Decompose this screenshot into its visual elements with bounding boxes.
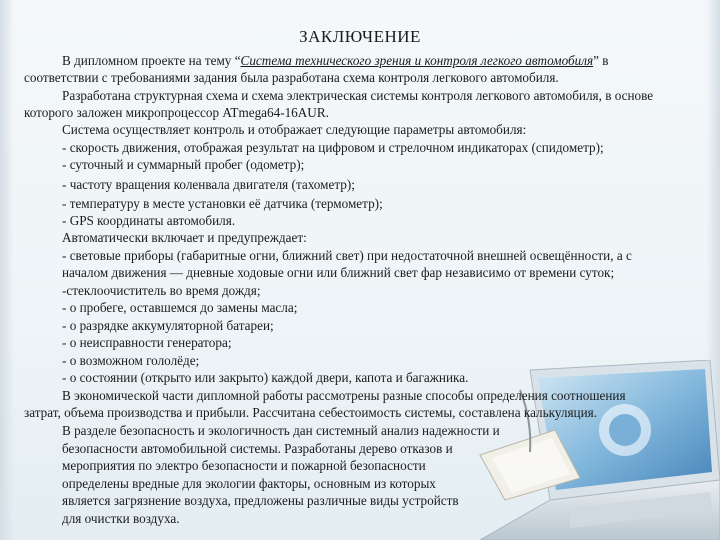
list-item: - частоту вращения коленвала двигателя (тахометр); [62,177,355,192]
project-topic: Система технического зрения и контроля легкого автомобиля [240,53,594,68]
warnings-intro: Автоматически включает и предупреждает: [62,230,307,245]
safety-paragraph-line: является загрязнение воздуха, предложены различные виды устройств [62,493,459,508]
safety-paragraph-line: мероприятия по электро безопасности и пожарной безопасности [62,458,426,473]
list-item: - световые приборы (габаритные огни, ближний свет) при недостаточной внешней освещённости, а с [62,248,632,263]
list-item: - о состоянии (открыто или закрыто) каждой двери, капота и багажника. [62,370,469,385]
safety-paragraph-line: определены вредные для экологии факторы, основным из которых [62,476,436,491]
list-item: - скорость движения, отображая результат на цифровом и стрелочном индикаторах (спидометр); [62,140,604,155]
list-item: - о разрядке аккумуляторной батареи; [62,318,274,333]
economics-paragraph-line-2: затрат, объема производства и прибыли. Рассчитана себестоимость системы, составлена калькуляция. [24,405,598,420]
laptop-book-illustration [420,360,720,540]
paragraph-1-line-2: соответствии с требованиями задания была разработана схема контроля легкового автомобиля. [24,70,559,85]
list-item: началом движения — дневные ходовые огни или ближний свет фар независимо от времени суток; [62,265,615,280]
safety-paragraph-line: В разделе безопасность и экологичность дан системный анализ надежности и [62,423,500,438]
economics-paragraph-line-1: В экономической части дипломной работы рассмотрены разные способы определения соотношения [62,388,626,403]
list-item: - о возможном гололёде; [62,353,200,368]
p1-before: В дипломном проекте на тему “ [62,53,241,68]
left-frame-decoration [0,0,14,540]
list-item: - о пробеге, оставшемся до замены масла; [62,300,298,315]
list-item: - суточный и суммарный пробег (одометр); [62,157,305,172]
page-title: ЗАКЛЮЧЕНИЕ [299,27,421,46]
safety-paragraph-line: безопасности автомобильной системы. Разработаны дерево отказов и [62,441,453,456]
paragraph-2-line-1: Разработана структурная схема и схема электрическая системы контроля легкового автомобиля, в основе [62,88,654,103]
p1-after: ” в [593,53,609,68]
paragraph-1-line-1 [62,53,609,69]
list-item: - температуру в месте установки её датчика (термометр); [62,196,383,211]
list-item: - о неисправности генератора; [62,335,232,350]
list-item: -стеклоочиститель во время дождя; [62,283,261,298]
monitored-parameters-intro: Система осуществляет контроль и отображает следующие параметры автомобиля: [62,122,527,137]
safety-paragraph-line: для очистки воздуха. [62,511,180,526]
list-item: - GPS координаты автомобиля. [62,213,236,228]
paragraph-2-line-2: которого заложен микропроцессор ATmega64-16AUR. [24,105,329,120]
